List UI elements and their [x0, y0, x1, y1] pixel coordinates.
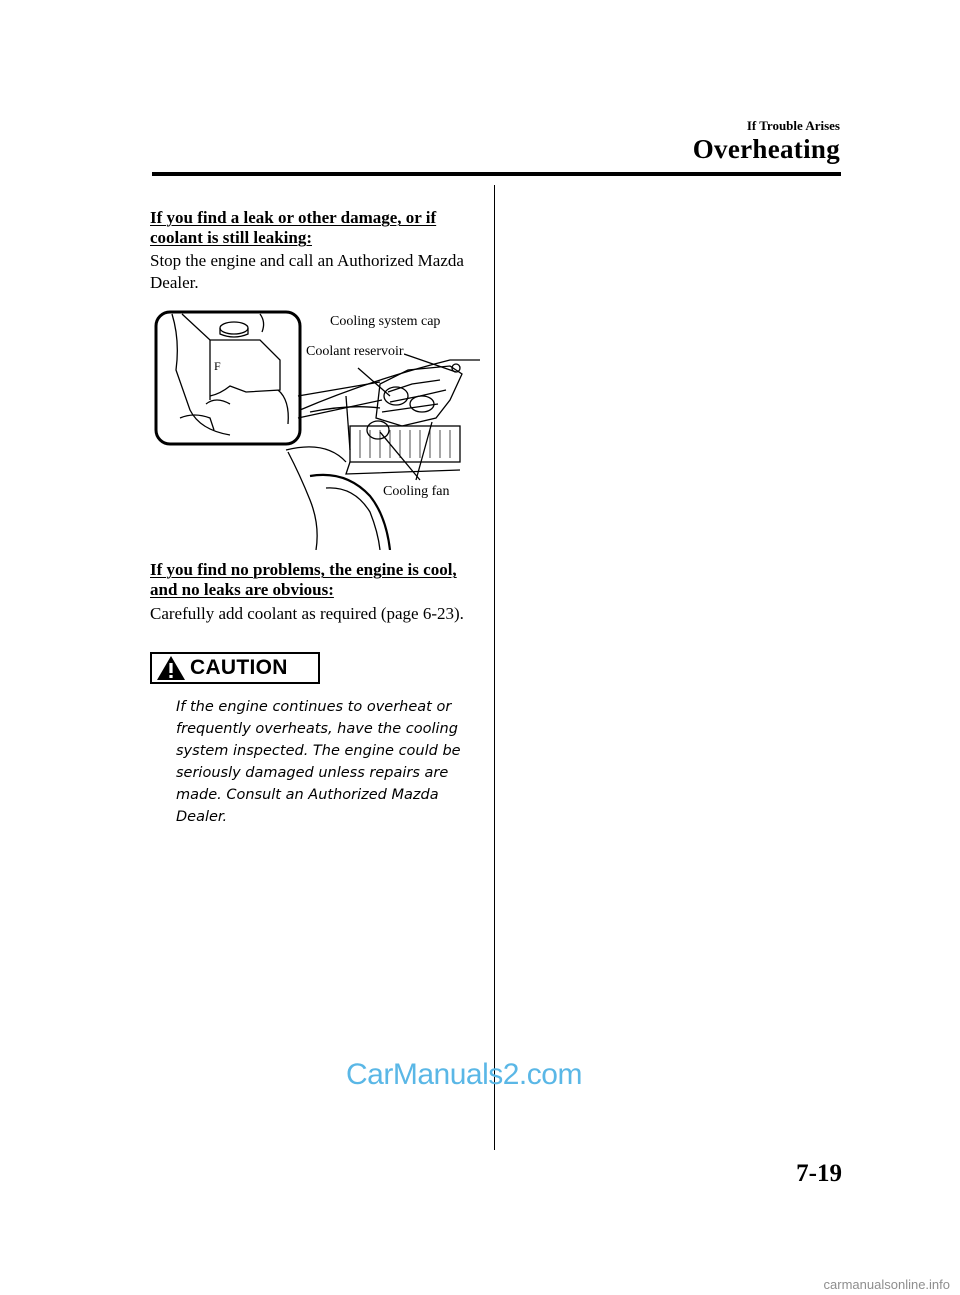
warning-icon — [156, 655, 186, 681]
caution-badge — [150, 652, 320, 684]
watermark: CarManuals2.com — [346, 1058, 582, 1091]
add-coolant-instructions: Carefully add coolant as required (page 6-23). — [150, 604, 464, 623]
page-title: Overheating — [692, 134, 840, 164]
header-rule — [152, 172, 841, 176]
callout-cooling-fan: Cooling fan — [383, 484, 450, 499]
callout-cooling-system-cap: Cooling system cap — [330, 314, 441, 329]
column-divider — [494, 185, 495, 1150]
callout-coolant-reservoir: Coolant reservoir — [306, 344, 404, 359]
leak-instructions: Stop the engine and call an Authorized Mazda Dealer. — [150, 251, 464, 292]
caution-label: CAUTION — [190, 656, 288, 679]
engine-bay-illustration — [150, 300, 480, 550]
footer-url[interactable]: carmanualsonline.info — [823, 1277, 950, 1292]
page-number: 7-19 — [796, 1160, 842, 1187]
footer-band — [0, 1275, 960, 1295]
leak-heading: If you find a leak or other damage, or if coolant is still leaking: — [150, 208, 437, 247]
no-problems-heading: If you find no problems, the engine is cool, and no leaks are obvious: — [150, 560, 457, 599]
section-label: If Trouble Arises — [746, 118, 840, 133]
svg-text:F: F — [214, 359, 221, 373]
caution-text: If the engine continues to overheat or frequently overheats, have the cooling system inspected. The engine could be seriously damaged unless repairs are made. Consult an Authorized Mazda Dealer. — [176, 699, 461, 825]
